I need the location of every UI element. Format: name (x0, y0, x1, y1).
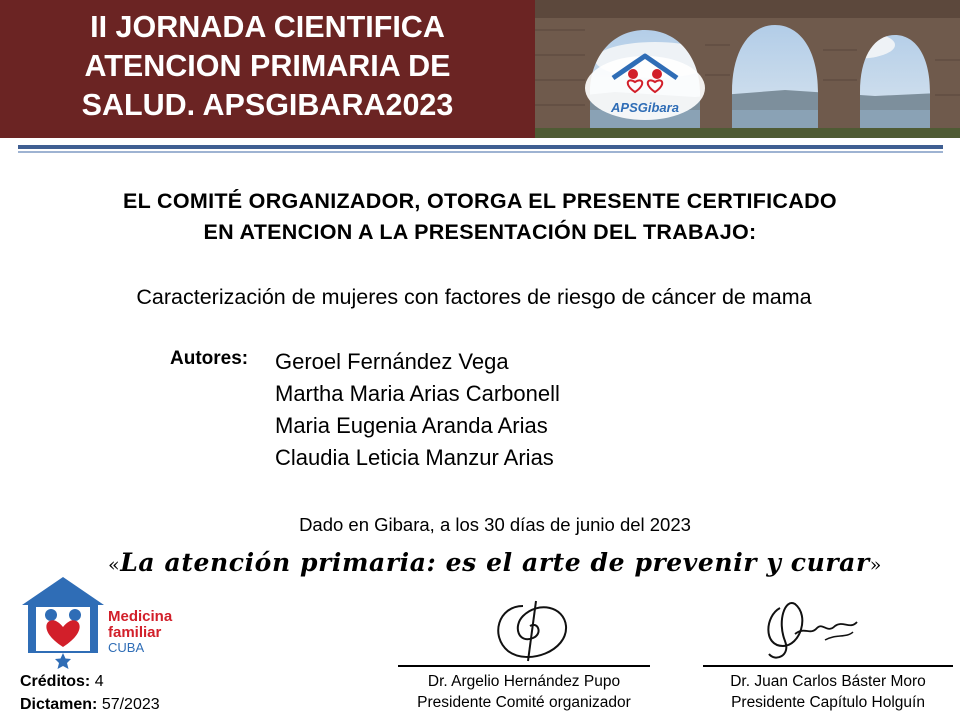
work-title: Caracterización de mujeres con factores de riesgo de cáncer de mama (136, 285, 812, 309)
certificate-statement (0, 186, 960, 248)
title-line-2: ATENCION PRIMARIA DE (84, 49, 451, 83)
signature-2-image (755, 596, 865, 666)
motto (0, 548, 960, 577)
title-line-1: II JORNADA CIENTIFICA (90, 10, 445, 44)
divider-thin (18, 151, 943, 153)
apsgibara-logo (583, 50, 708, 120)
signature-1 (478, 596, 578, 666)
signature-2 (755, 596, 865, 666)
creditos-label: Créditos: (20, 673, 91, 690)
statement-line-1: EL COMITÉ ORGANIZADOR, OTORGA EL PRESENTE CERTIFICADO (123, 189, 837, 213)
motto-close-quote: » (869, 554, 882, 576)
signatory-1-role: Presidente Comité organizador (417, 694, 631, 711)
author-name: Claudia Leticia Manzur Arias (275, 445, 554, 470)
authors-label: Autores: (170, 348, 249, 369)
statement-line-2: EN ATENCION A LA PRESENTACIÓN DEL TRABAJO: (203, 220, 757, 244)
apsgibara-logo-icon (583, 50, 708, 120)
signatory-2-role: Presidente Capítulo Holguín (731, 694, 925, 711)
motto-text: La atención primaria: es el arte de prevenir y curar (120, 548, 870, 577)
dictamen-label: Dictamen: (20, 696, 98, 713)
credits-block (20, 670, 160, 716)
signatory-2-name: Dr. Juan Carlos Báster Moro (730, 673, 926, 690)
signatory-1-name: Dr. Argelio Hernández Pupo (427, 673, 621, 690)
logo-line-1: Medicina (108, 608, 173, 625)
author-name: Martha Maria Arias Carbonell (275, 381, 560, 406)
motto-open-quote: « (108, 554, 121, 576)
authors-list (275, 346, 560, 474)
logo-line-2: familiar (108, 624, 162, 641)
signatory-2 (690, 671, 960, 713)
date-line: Dado en Gibara, a los 30 días de junio del 2023 (299, 514, 691, 535)
divider (18, 145, 943, 149)
signatory-1 (385, 671, 663, 713)
author-name: Maria Eugenia Aranda Arias (275, 413, 548, 438)
certificate-title (0, 8, 535, 125)
medicina-familiar-logo-icon (18, 575, 193, 670)
apsgibara-logo-text: APSGibara (611, 100, 679, 115)
dictamen-row (20, 693, 160, 716)
signature-line-2 (703, 665, 953, 667)
medicina-familiar-logo (18, 575, 193, 670)
creditos-row (20, 670, 160, 693)
signature-1-image (478, 596, 578, 666)
logo-line-3: CUBA (108, 640, 145, 655)
author-name: Geroel Fernández Vega (275, 349, 509, 374)
signature-line-1 (398, 665, 650, 667)
dictamen-value: 57/2023 (101, 696, 160, 713)
title-line-3: SALUD. APSGIBARA2023 (81, 88, 454, 122)
creditos-value: 4 (94, 673, 104, 690)
